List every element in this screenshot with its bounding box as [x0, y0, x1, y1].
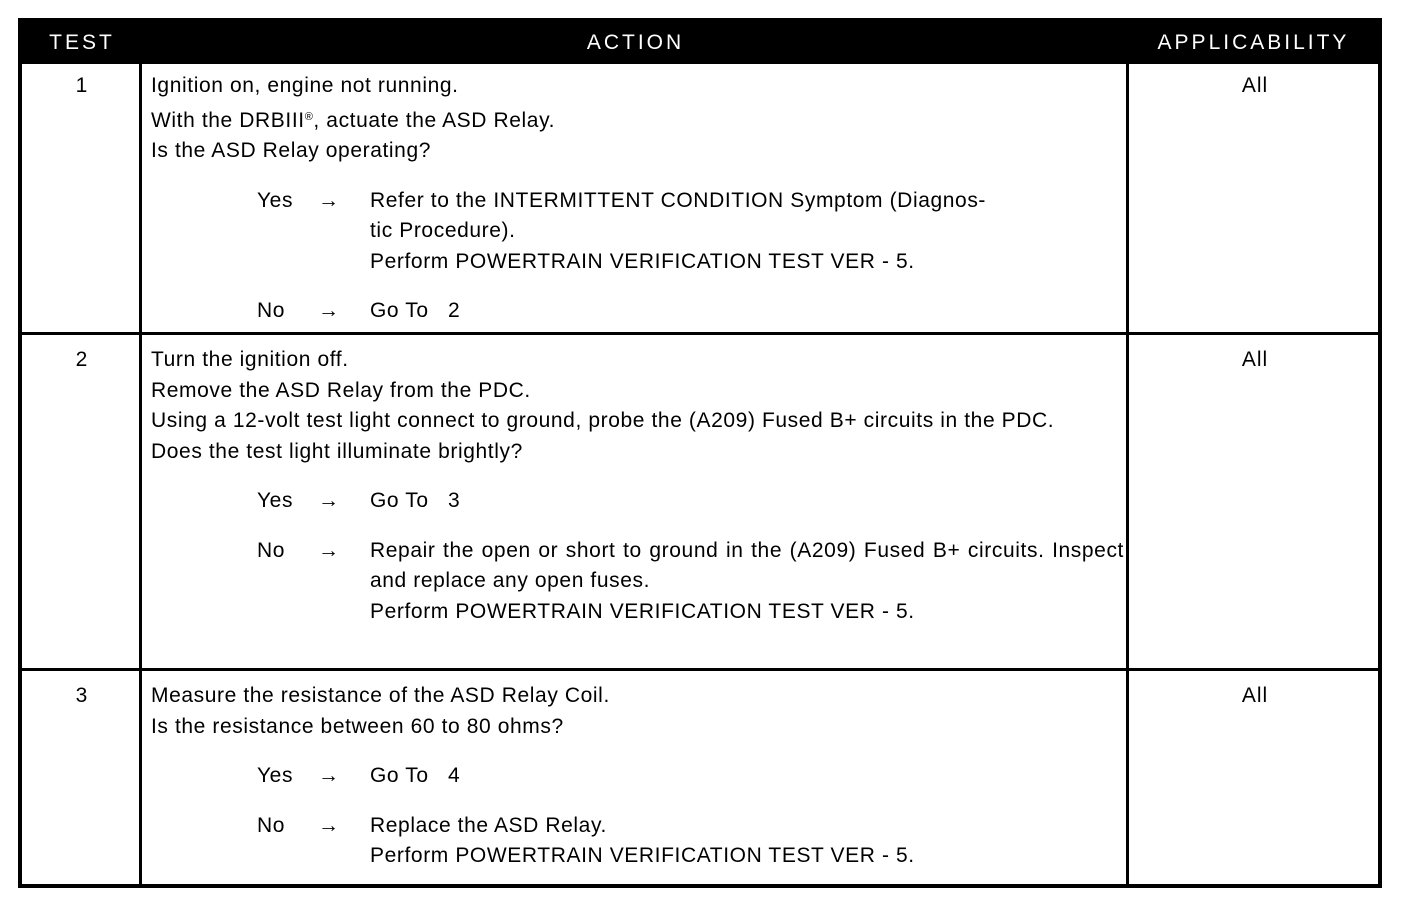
goto-link: Go To 3	[370, 489, 461, 512]
question-line: Using a 12-volt test light connect to ground, probe the (A209) Fused B+ circuits in the PDC.	[151, 409, 1055, 432]
yes-outcome	[151, 761, 1124, 792]
result-line: Perform POWERTRAIN VERIFICATION TEST VER - 5.	[370, 249, 915, 273]
column-divider	[139, 64, 142, 888]
yes-result	[370, 486, 1124, 517]
test-number: 3	[75, 684, 89, 707]
goto-link: Go To 2	[370, 299, 461, 322]
row-divider	[22, 332, 1378, 335]
no-result	[370, 536, 1124, 628]
result-line: Replace the ASD Relay.	[370, 813, 607, 837]
yes-label: Yes	[257, 188, 294, 212]
yes-outcome	[151, 486, 1124, 517]
result-line: Refer to the INTERMITTENT CONDITION Symptom (Diagnos-	[370, 188, 987, 212]
result-line: Perform POWERTRAIN VERIFICATION TEST VER - 5.	[370, 844, 915, 867]
question-line: Is the resistance between 60 to 80 ohms?	[151, 714, 564, 738]
no-outcome	[151, 536, 1124, 628]
result-line: tic Procedure).	[370, 219, 516, 242]
arrow-icon: →	[318, 188, 340, 212]
test-number: 1	[75, 74, 89, 97]
action-cell	[151, 345, 1124, 627]
column-divider	[1126, 64, 1129, 888]
result-line: Perform POWERTRAIN VERIFICATION TEST VER - 5.	[370, 599, 915, 623]
yes-label: Yes	[257, 489, 294, 512]
arrow-icon: →	[318, 538, 340, 562]
table-header	[22, 22, 1378, 64]
header-action: ACTION	[586, 31, 685, 54]
goto-link: Go To 4	[370, 764, 461, 787]
action-cell	[151, 71, 1124, 327]
header-test: TEST	[49, 31, 115, 54]
arrow-icon: →	[318, 764, 340, 787]
no-outcome	[151, 811, 1124, 872]
no-label: No	[257, 813, 286, 837]
yes-result	[370, 761, 1124, 792]
question-line: Remove the ASD Relay from the PDC.	[151, 378, 531, 402]
question-line: Does the test light illuminate brightly?	[151, 439, 523, 463]
yes-outcome	[151, 186, 1124, 278]
question-line: Is the ASD Relay operating?	[151, 139, 432, 162]
applicability-value: All	[1241, 74, 1269, 97]
no-result	[370, 296, 1124, 327]
row-divider	[22, 668, 1378, 671]
arrow-icon: →	[318, 813, 340, 837]
no-label: No	[257, 299, 286, 322]
no-result	[370, 811, 1124, 872]
result-line: Repair the open or short to ground in the (A209) Fused B+ circuits. Inspect and replace any open fuses.	[370, 538, 1124, 592]
no-label: No	[257, 538, 286, 562]
no-outcome	[151, 296, 1124, 327]
test-number: 2	[75, 348, 89, 371]
registered-mark: ®	[304, 110, 314, 123]
header-applicability: APPLICABILITY	[1157, 31, 1350, 54]
diagnostic-table	[18, 18, 1382, 888]
question-line: Turn the ignition off.	[151, 348, 349, 371]
applicability-value: All	[1241, 348, 1269, 371]
question-line: Measure the resistance of the ASD Relay Coil.	[151, 684, 610, 707]
arrow-icon: →	[318, 299, 340, 322]
question-line: Ignition on, engine not running.	[151, 74, 459, 97]
applicability-value: All	[1241, 684, 1269, 707]
yes-result	[370, 186, 1124, 278]
arrow-icon: →	[318, 489, 340, 512]
yes-label: Yes	[257, 764, 294, 787]
question-line: With the DRBIII®, actuate the ASD Relay.	[151, 108, 556, 132]
action-cell	[151, 681, 1124, 872]
